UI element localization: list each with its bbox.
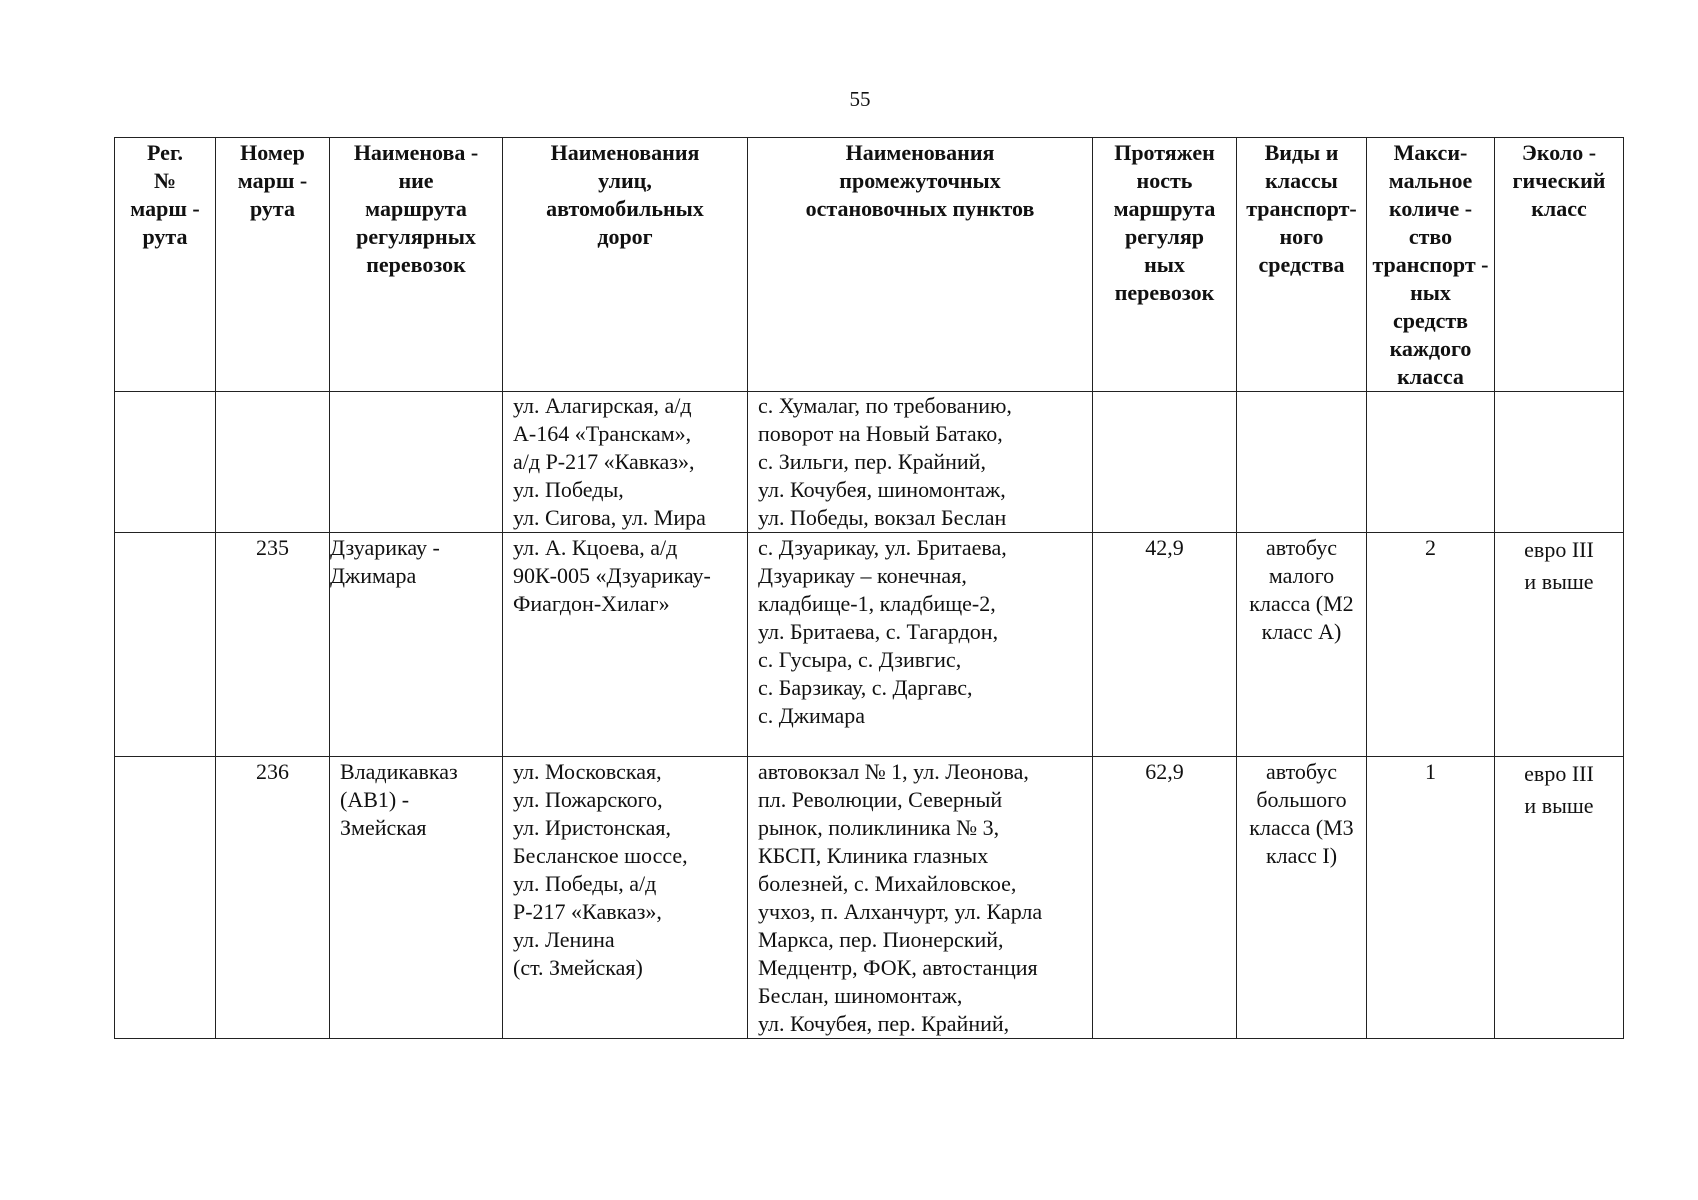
header-line: автомобильных [546,196,704,221]
cell-line: с. Дзуарикау, ул. Бритаева, [758,535,1007,560]
cell-vehicle-class [1237,757,1367,1039]
cell-route-name [330,533,503,757]
header-length [1093,138,1237,392]
header-line: ность [1136,168,1193,193]
header-line: промежуточных [839,168,1001,193]
cell-line: Беслан, шиномонтаж, [758,983,963,1008]
cell-line: ул. Победы, а/д [513,871,657,896]
cell-line: Фиагдон-Хилаг» [513,591,670,616]
header-line: транспорт- [1246,196,1357,221]
cell-line: и выше [1524,569,1594,594]
header-line: средства [1258,252,1345,277]
cell-line: ул. Ленина [513,927,615,952]
header-line: каждого [1389,336,1472,361]
header-line: остановочных пунктов [805,196,1035,221]
header-vehicle-class [1237,138,1367,392]
header-line: улиц, [598,168,652,193]
cell-route-no: 236 [216,757,330,1039]
cell-route-no: 235 [216,533,330,757]
cell-line: с. Гусыра, с. Дзивгис, [758,647,962,672]
header-route-no [216,138,330,392]
cell-line: с. Зильги, пер. Крайний, [758,449,986,474]
cell-line: класса (М3 [1249,815,1354,840]
cell-length [1093,392,1237,533]
cell-line: большого [1256,787,1347,812]
table-row [115,533,1624,757]
cell-line: ул. Бритаева, с. Тагардон, [758,619,999,644]
cell-line: с. Джимара [758,703,866,728]
header-line: ных [1410,280,1451,305]
cell-length: 62,9 [1093,757,1237,1039]
header-reg-no [115,138,216,392]
routes-table [114,137,1624,1039]
table-row [115,757,1624,1039]
header-line: Виды и [1264,140,1339,165]
header-line: Наименования [550,140,700,165]
cell-line: ул. Сигова, ул. Мира [513,505,706,530]
header-line: транспорт - [1372,252,1489,277]
header-line: гический [1512,168,1606,193]
header-line: ного [1279,224,1324,249]
page-number: 55 [849,87,871,111]
cell-streets [503,757,748,1039]
cell-line: Р-217 «Кавказ», [513,899,662,924]
header-line: классы [1265,168,1338,193]
header-line: рута [249,196,296,221]
header-line: дорог [597,224,653,249]
header-line: Эколо - [1521,140,1597,165]
header-line: класс [1531,196,1587,221]
cell-line: ул. А. Кцоева, а/д [513,535,678,560]
header-line: № [153,168,177,193]
cell-line: болезней, с. Михайловское, [758,871,1017,896]
cell-max-count: 2 [1367,533,1495,757]
header-eco-class [1495,138,1624,392]
cell-streets [503,533,748,757]
cell-line: (АВ1) - [340,787,410,812]
cell-line: ул. Победы, [513,477,624,502]
cell-line: Владикавказ [340,759,458,784]
cell-line: Змейская [340,815,427,840]
cell-reg-no [115,757,216,1039]
header-max-count [1367,138,1495,392]
cell-line: класс А) [1261,619,1342,644]
header-line: Протяжен [1114,140,1215,165]
header-line: регулярных [356,224,476,249]
header-line: ние [398,168,434,193]
header-line: мальное [1388,168,1473,193]
table-header-row [115,138,1624,392]
cell-line: с. Барзикау, с. Даргавс, [758,675,973,700]
cell-line: ул. Московская, [513,759,662,784]
cell-line: ул. Кочубея, пер. Крайний, [758,1011,1010,1036]
header-stops [748,138,1093,392]
cell-line: автовокзал № 1, ул. Леонова, [758,759,1029,784]
cell-line: ул. Пожарского, [513,787,663,812]
cell-line: Дзуарикау - [330,535,440,560]
cell-line: Маркса, пер. Пионерский, [758,927,1004,952]
header-line: ство [1408,224,1453,249]
cell-line: КБСП, Клиника глазных [758,843,989,868]
cell-route-name [330,757,503,1039]
cell-line: Дзуарикау – конечная, [758,563,967,588]
cell-line: учхоз, п. Алханчурт, ул. Карла [758,899,1043,924]
cell-line: ул. Кочубея, шиномонтаж, [758,477,1006,502]
header-line: Рег. [147,140,183,165]
cell-eco-class [1495,757,1624,1039]
cell-line: пл. Революции, Северный [758,787,1003,812]
cell-line: класса (М2 [1249,591,1354,616]
header-line: количе - [1388,196,1473,221]
cell-line: малого [1268,563,1335,588]
cell-line: Джимара [330,563,417,588]
cell-line: автобус [1265,535,1338,560]
cell-line: класс I) [1265,843,1338,868]
cell-line: ул. Победы, вокзал Беслан [758,505,1007,530]
cell-vehicle-class [1237,392,1367,533]
cell-line: Бесланское шоссе, [513,843,688,868]
cell-route-name [330,392,503,533]
cell-line: 90К-005 «Дзуарикау- [513,563,711,588]
header-route-name [330,138,503,392]
cell-line: с. Хумалаг, по требованию, [758,393,1012,418]
cell-line: ул. Иристонская, [513,815,672,840]
header-line: Номер [240,140,305,165]
header-line: ных [1144,252,1185,277]
header-line: регуляр [1125,224,1204,249]
header-line: марш - [237,168,308,193]
cell-reg-no [115,533,216,757]
header-line: марш - [130,196,200,221]
cell-line: поворот на Новый Батако, [758,421,1003,446]
cell-line: А-164 «Транскам», [513,421,692,446]
cell-stops [748,533,1093,757]
cell-length: 42,9 [1093,533,1237,757]
header-line: перевозок [366,252,466,277]
cell-line: ул. Алагирская, а/д [513,393,692,418]
cell-vehicle-class [1237,533,1367,757]
cell-max-count [1367,392,1495,533]
header-line: рута [142,224,188,249]
cell-max-count: 1 [1367,757,1495,1039]
header-line: класса [1397,364,1464,389]
cell-line: евро III [1524,761,1594,786]
cell-eco-class [1495,533,1624,757]
cell-line: Медцентр, ФОК, автостанция [758,955,1038,980]
cell-line: (ст. Змейская) [513,955,643,980]
header-line: Макси- [1393,140,1468,165]
cell-streets [503,392,748,533]
cell-stops [748,757,1093,1039]
cell-line: кладбище-1, кладбище-2, [758,591,996,616]
header-line: маршрута [1113,196,1216,221]
header-line: маршрута [365,196,467,221]
table-row [115,392,1624,533]
cell-line: евро III [1524,537,1594,562]
cell-line: а/д Р-217 «Кавказ», [513,449,695,474]
header-line: Наименова - [353,140,479,165]
cell-stops [748,392,1093,533]
header-line: Наименования [845,140,995,165]
cell-line: автобус [1265,759,1338,784]
cell-reg-no [115,392,216,533]
header-line: перевозок [1114,280,1215,305]
header-line: средств [1392,308,1469,333]
cell-line: и выше [1524,793,1594,818]
cell-line: рынок, поликлиника № 3, [758,815,1000,840]
header-streets [503,138,748,392]
cell-eco-class [1495,392,1624,533]
cell-route-no [216,392,330,533]
